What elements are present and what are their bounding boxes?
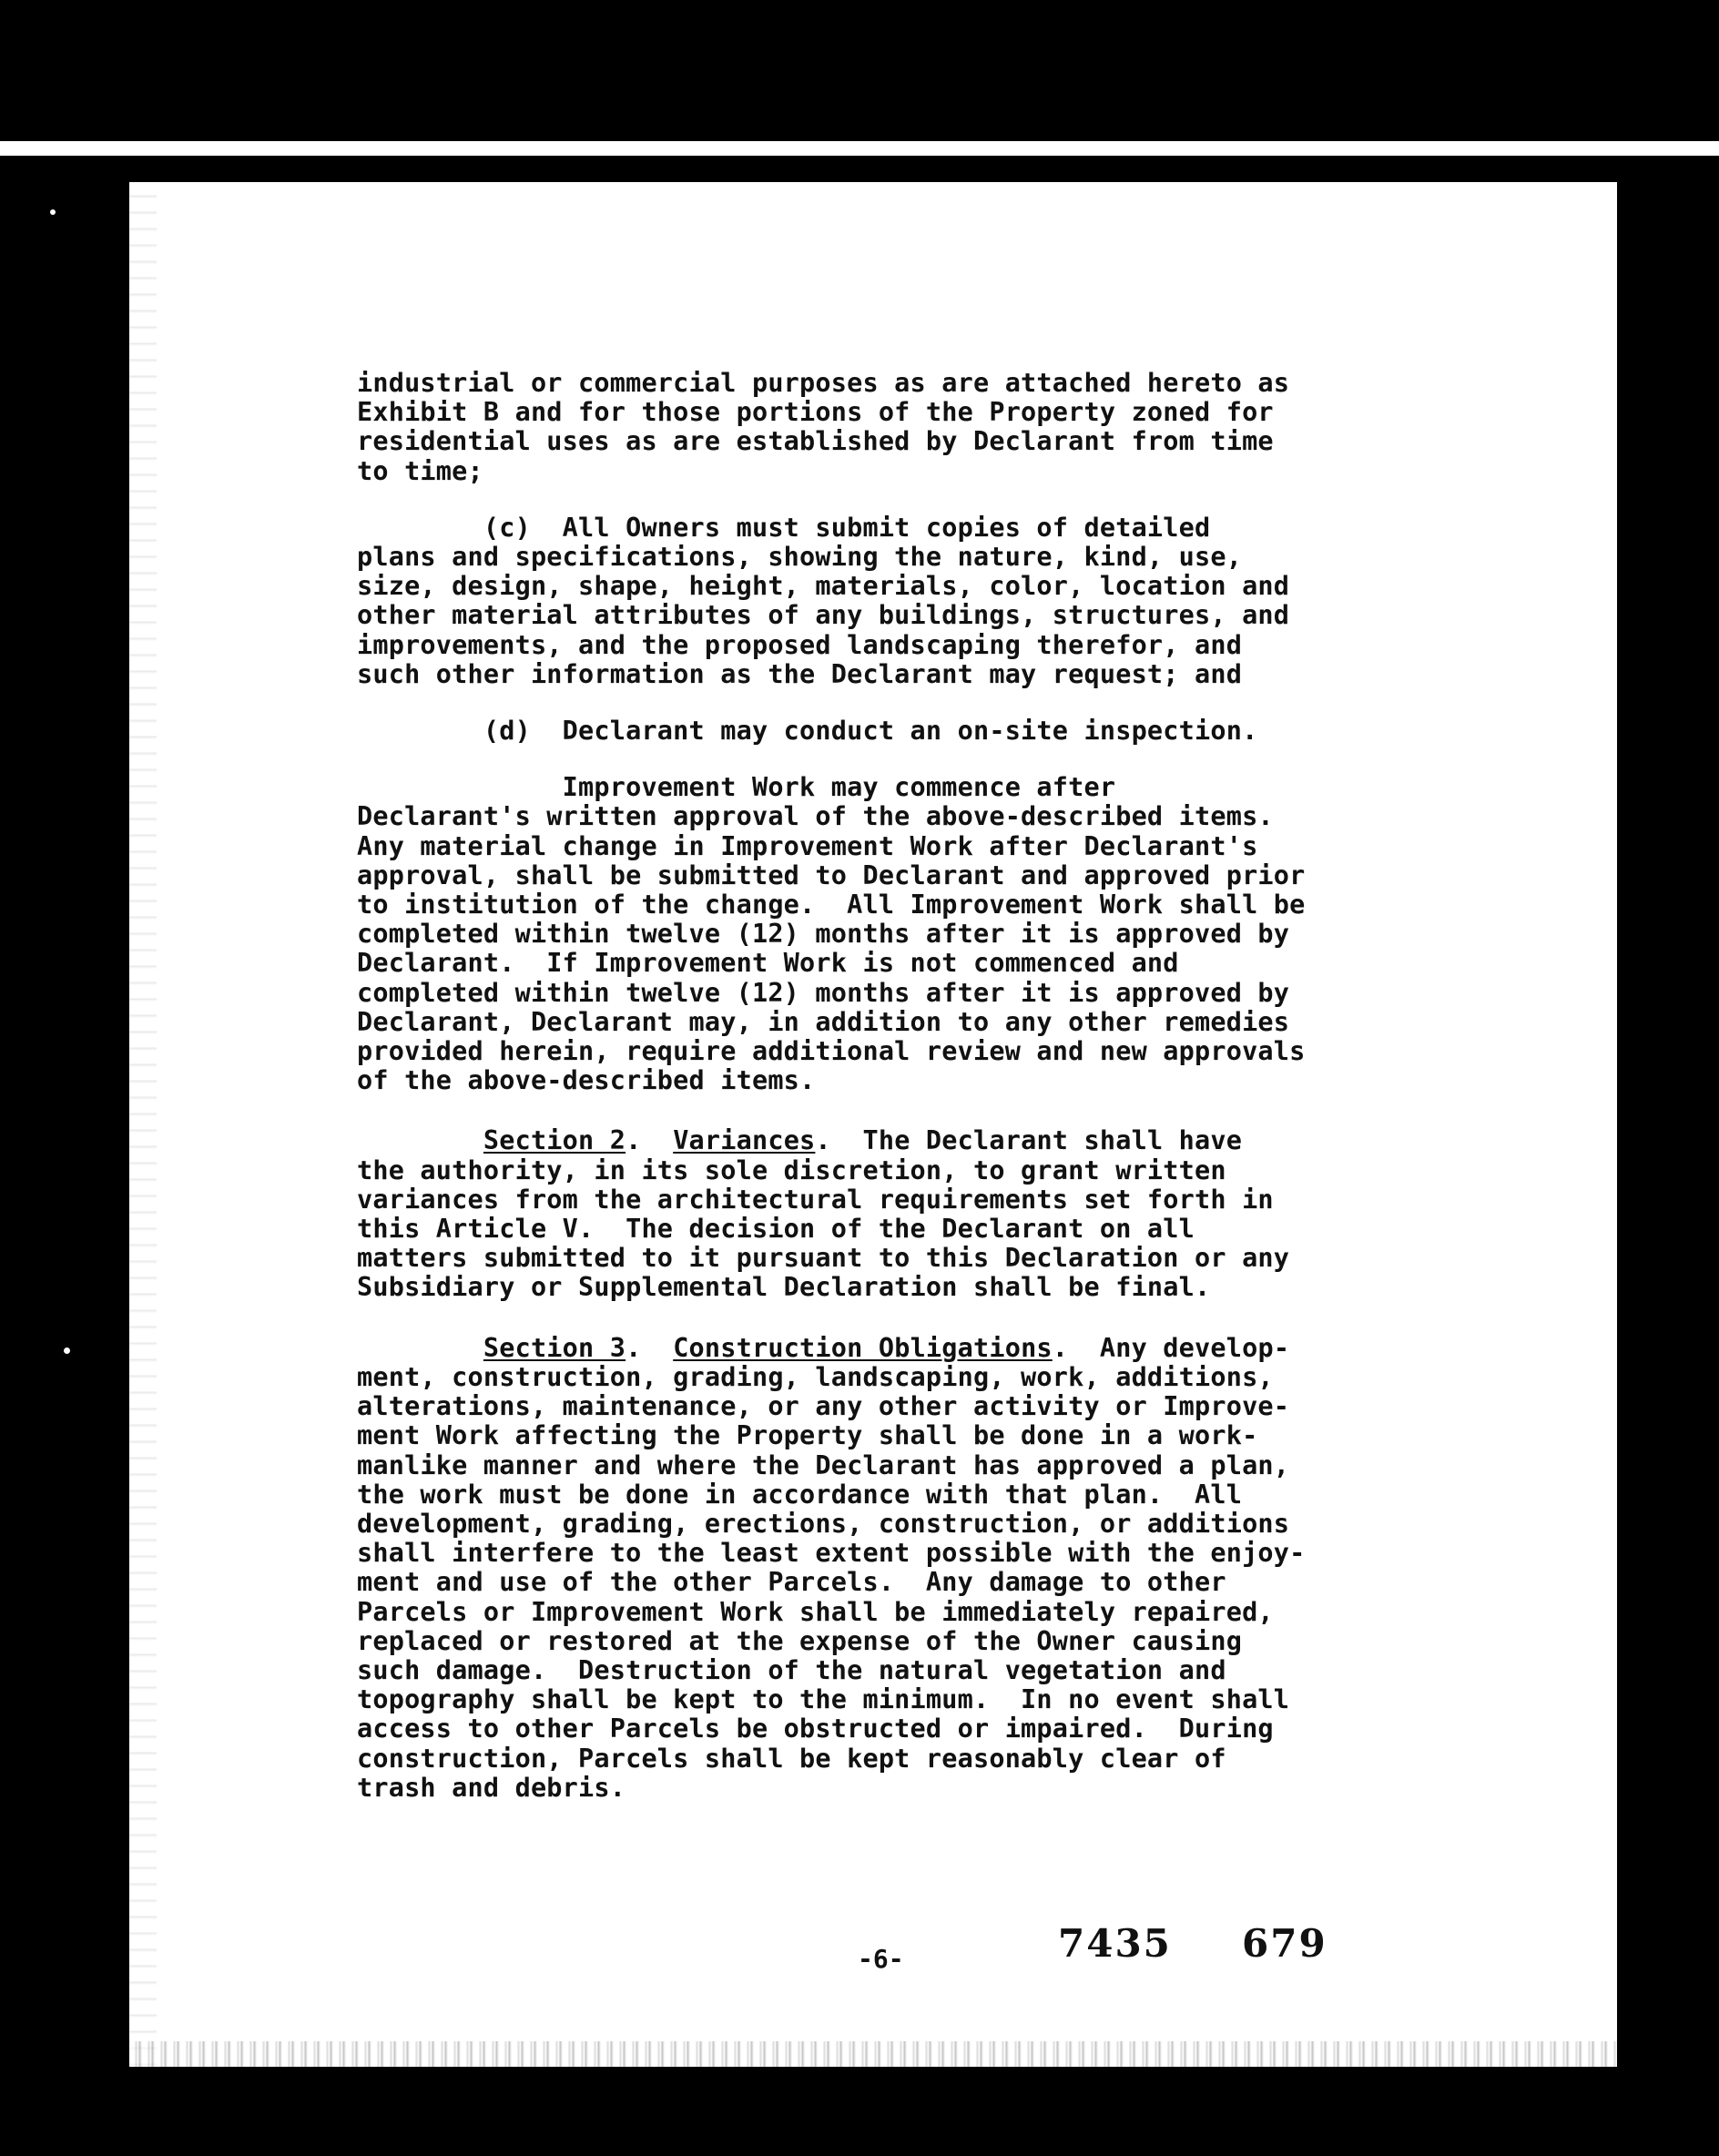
text-line: Exhibit B and for those portions of the Property zoned for [357, 397, 1274, 428]
text-line: completed within twelve (12) months after it is approved by [357, 977, 1290, 1008]
text-line: topography shall be kept to the minimum. In no event shall [357, 1684, 1290, 1715]
text-fragment: The Declarant shall have [830, 1125, 1243, 1156]
text-line: access to other Parcels be obstructed or impaired. During [357, 1714, 1274, 1744]
text-line: this Article V. The decision of the Declarant on all [357, 1214, 1195, 1245]
scan-noise-left [129, 182, 157, 2067]
paragraph-improvement-work [357, 773, 1577, 1095]
text-line: ment, construction, grading, landscaping, work, additions, [357, 1361, 1274, 1392]
scan-top-border [0, 0, 1719, 141]
text-line: other material attributes of any buildings, structures, and [357, 600, 1290, 631]
text-line: Declarant's written approval of the above-described items. [357, 801, 1274, 832]
section-3-construction-obligations [357, 1334, 1577, 1803]
text-line: manlike manner and where the Declarant has approved a plan, [357, 1449, 1290, 1480]
text-fragment: Any develop- [1068, 1332, 1290, 1363]
text-line: matters submitted to it pursuant to this Declaration or any [357, 1243, 1290, 1274]
text-line: the work must be done in accordance with that plan. All [357, 1479, 1243, 1510]
text-line: trash and debris. [357, 1772, 626, 1803]
text-line: alterations, maintenance, or any other activity or Improve- [357, 1391, 1290, 1422]
text-line: approval, shall be submitted to Declarant and approved prior [357, 859, 1306, 890]
text-line: Declarant, Declarant may, in addition to any other remedies [357, 1006, 1290, 1037]
text-line: Subsidiary or Supplemental Declaration shall be final. [357, 1272, 1211, 1303]
text-line: such other information as the Declarant may request; and [357, 658, 1243, 689]
text-line: (c) All Owners must submit copies of detailed [357, 512, 1211, 543]
text-line: size, design, shape, height, materials, color, location and [357, 571, 1290, 602]
text-line: the authority, in its sole discretion, to grant written [357, 1154, 1226, 1185]
scan-noise-bottom [129, 2041, 1617, 2067]
paragraph-intro [357, 369, 1577, 486]
text-line: replaced or restored at the expense of the Owner causing [357, 1625, 1243, 1656]
paragraph-item-c [357, 514, 1577, 689]
text-line: to institution of the change. All Improvement Work shall be [357, 890, 1306, 920]
section-heading-line: Section 2. Variances. The Declarant shall have [483, 1125, 1243, 1156]
document-page [129, 182, 1617, 2067]
scan-edge-strip [0, 141, 1719, 156]
text-line: completed within twelve (12) months after it is approved by [357, 919, 1290, 950]
document-body [357, 369, 1577, 1803]
scan-speck [50, 209, 56, 215]
section-heading-line: Section 3. Construction Obligations. Any develop- [483, 1332, 1290, 1363]
text-line: (d) Declarant may conduct an on-site inspection. [357, 716, 1258, 747]
text-line: Declarant. If Improvement Work is not commenced and [357, 948, 1179, 979]
text-line: to time; [357, 455, 483, 486]
recording-page-number: 679 [1242, 1921, 1327, 1966]
text-line: provided herein, require additional review and new approvals [357, 1036, 1306, 1067]
text-line: Parcels or Improvement Work shall be immediately repaired, [357, 1596, 1274, 1627]
paragraph-item-d [357, 717, 1577, 746]
text-line: development, grading, erections, construction, or additions [357, 1508, 1290, 1539]
section-2-variances [357, 1126, 1577, 1302]
text-line: construction, Parcels shall be kept reasonably clear of [357, 1743, 1226, 1774]
section-title: Construction Obligations [673, 1332, 1053, 1363]
text-line: Improvement Work may commence after [357, 772, 1116, 803]
text-line: plans and specifications, showing the nature, kind, use, [357, 542, 1243, 573]
text-line: variances from the architectural requirements set forth in [357, 1184, 1274, 1215]
text-line: industrial or commercial purposes as are attached hereto as [357, 368, 1290, 398]
text-line: shall interfere to the least extent possible with the enjoy- [357, 1538, 1306, 1569]
text-line: ment and use of the other Parcels. Any damage to other [357, 1567, 1226, 1598]
recording-book-number: 7435 [1058, 1921, 1172, 1966]
section-number: Section 2 [483, 1125, 626, 1156]
text-line: such damage. Destruction of the natural vegetation and [357, 1654, 1226, 1685]
page-number: -6- [858, 1944, 904, 1974]
scan-speck [64, 1348, 70, 1354]
text-line: ment Work affecting the Property shall be done in a work- [357, 1420, 1258, 1451]
text-line: Any material change in Improvement Work after Declarant's [357, 830, 1258, 861]
text-line: residential uses as are established by Declarant from time [357, 426, 1274, 457]
text-line: of the above-described items. [357, 1065, 816, 1096]
section-number: Section 3 [483, 1332, 626, 1363]
text-line: improvements, and the proposed landscaping therefor, and [357, 629, 1243, 660]
section-title: Variances [673, 1125, 816, 1156]
